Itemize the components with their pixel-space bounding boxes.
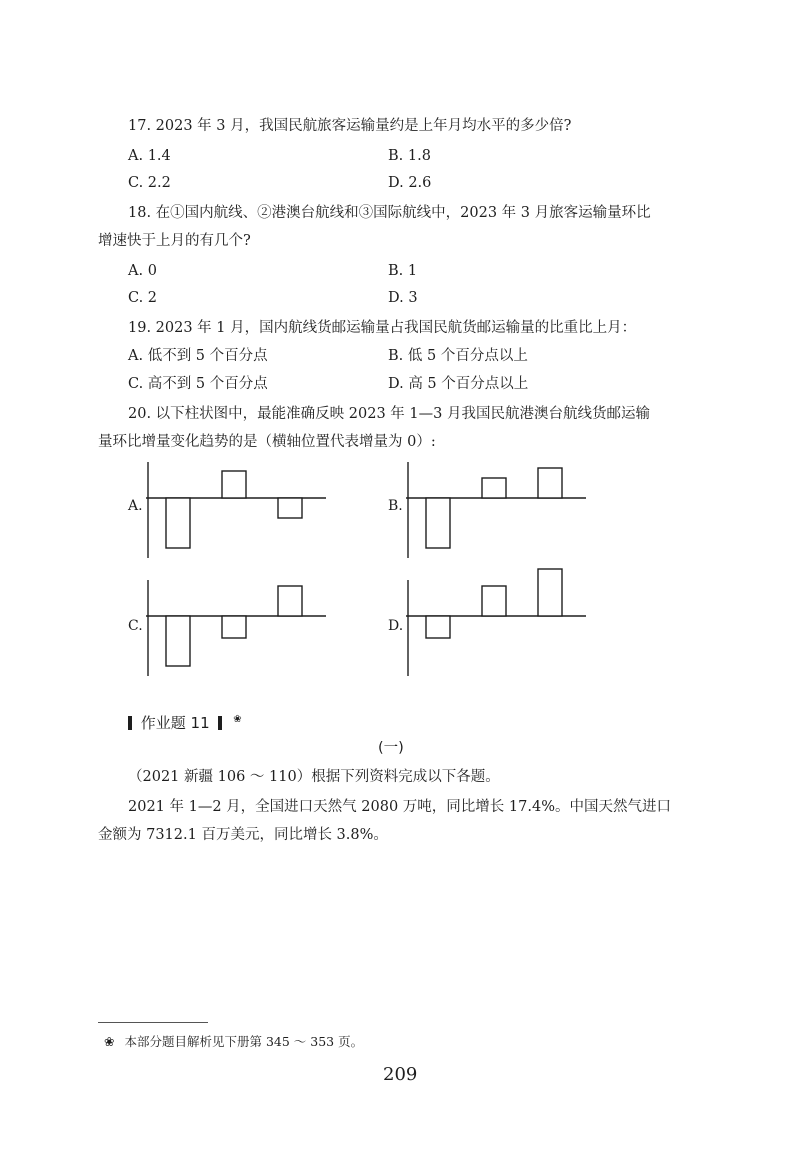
footnote-text: 本部分题目解析见下册第 345 ～ 353 页。 — [124, 1034, 364, 1049]
bracket-right-icon — [218, 716, 222, 730]
q18-option-c: C. 2 — [128, 290, 158, 306]
q18-stem-line2: 增速快于上月的有几个? — [98, 233, 251, 249]
q19-stem: 19. 2023 年 1 月，国内航线货邮运输量占我国民航货邮运输量的比重比上月： — [128, 320, 637, 336]
q18-option-a: A. 0 — [128, 263, 157, 279]
chart-a-bar-2 — [222, 471, 246, 498]
chart-a-bar-3 — [278, 498, 302, 518]
q19-option-c: C. 高不到 5 个百分点 — [128, 376, 268, 392]
q20-stem-line1: 20. 以下柱状图中，最能准确反映 2023 年 1—3 月我国民航港澳台航线货邮运输 — [128, 406, 650, 422]
chart-b-bar-1 — [426, 498, 450, 548]
chart-a-label: A. — [128, 498, 143, 514]
flower-mark-icon: ❀ — [104, 1034, 115, 1049]
footnote — [104, 1032, 363, 1050]
q17-option-b: B. 1.8 — [388, 148, 431, 164]
chart-d — [406, 580, 586, 676]
q19-option-a: A. 低不到 5 个百分点 — [128, 348, 268, 364]
chart-b — [406, 462, 586, 558]
q20-stem-line2: 量环比增量变化趋势的是（横轴位置代表增量为 0）: — [98, 434, 436, 450]
chart-b-label: B. — [388, 498, 403, 514]
chart-b-bar-2 — [482, 478, 506, 498]
footnote-rule — [98, 1022, 208, 1023]
chart-c — [146, 580, 326, 676]
q19-option-d: D. 高 5 个百分点以上 — [388, 376, 529, 392]
flower-mark-icon: ❀ — [233, 714, 242, 725]
q18-stem-line1: 18. 在①国内航线、②港澳台航线和③国际航线中，2023 年 3 月旅客运输量环比 — [128, 205, 651, 221]
section-heading — [128, 712, 242, 733]
section-paragraph-line2: 金额为 7312.1 百万美元，同比增长 3.8%。 — [98, 827, 388, 843]
section-heading-text: 作业题 11 — [140, 714, 210, 732]
chart-c-bar-2 — [222, 616, 246, 638]
q17-stem: 17. 2023 年 3 月，我国民航旅客运输量约是上年月均水平的多少倍? — [128, 118, 572, 134]
bracket-left-icon — [128, 716, 132, 730]
q18-option-d: D. 3 — [388, 290, 418, 306]
q18-option-b: B. 1 — [388, 263, 418, 279]
q17-option-c: C. 2.2 — [128, 175, 171, 191]
section-paragraph-line1: 2021 年 1—2 月，全国进口天然气 2080 万吨，同比增长 17.4%。中国天然气进口 — [128, 799, 671, 815]
section-subheading: (一) — [378, 740, 404, 756]
chart-d-bar-3 — [538, 569, 562, 616]
chart-c-bar-1 — [166, 616, 190, 666]
section-intro: （2021 新疆 106 ～ 110）根据下列资料完成以下各题。 — [128, 769, 500, 785]
q19-option-b: B. 低 5 个百分点以上 — [388, 348, 528, 364]
chart-d-bar-2 — [482, 586, 506, 616]
page-number: 209 — [383, 1064, 418, 1085]
q17-option-a: A. 1.4 — [128, 148, 171, 164]
chart-a-bar-1 — [166, 498, 190, 548]
chart-c-label: C. — [128, 618, 143, 634]
chart-d-bar-1 — [426, 616, 450, 638]
chart-d-label: D. — [388, 618, 404, 634]
chart-c-bar-3 — [278, 586, 302, 616]
chart-a — [146, 462, 326, 558]
q17-option-d: D. 2.6 — [388, 175, 432, 191]
chart-b-bar-3 — [538, 468, 562, 498]
